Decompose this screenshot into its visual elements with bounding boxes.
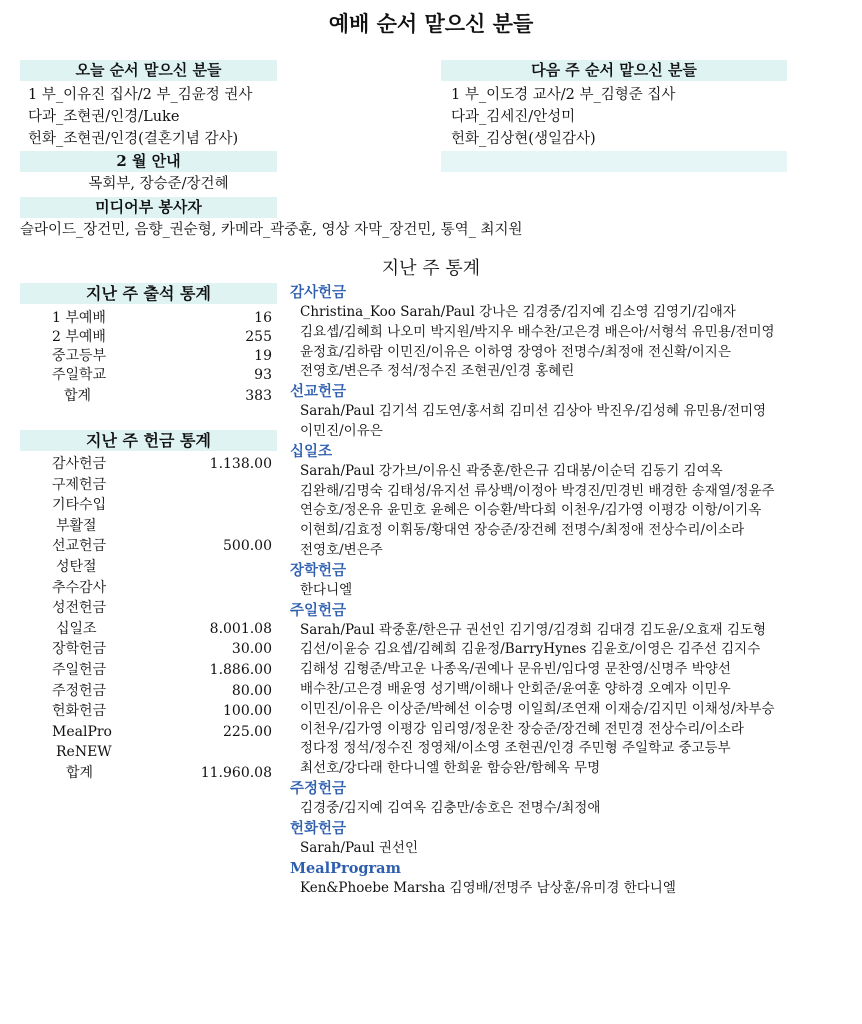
offering-stats-row bbox=[52, 620, 272, 639]
next-week-header: 다음 주 순서 맡으신 분들 bbox=[441, 60, 787, 81]
next-week-line-1: 1 부_이도경 교사/2 부_김형준 집사 bbox=[451, 87, 676, 103]
offering-stats-label: MealPro bbox=[52, 723, 112, 740]
offering-section-title: 헌화헌금 bbox=[290, 819, 347, 837]
offering-section bbox=[290, 561, 855, 601]
offering-stats-row bbox=[52, 702, 272, 721]
offering-stats-label: 헌화헌금 bbox=[52, 703, 107, 720]
offering-names-line: 배수찬/고은경 배윤영 성기백/이해나 안회준/윤여훈 양하경 오예자 이민우 bbox=[300, 680, 731, 697]
attendance-row bbox=[52, 309, 272, 328]
attendance-value: 93 bbox=[254, 367, 272, 383]
offering-names-line: 김완해/김명숙 김태성/유지선 류상백/이정아 박경진/민경빈 배경한 송재열/정윤주 bbox=[300, 482, 775, 499]
offering-names-line: 이천우/김가영 이평강 임리영/정운찬 장승준/장건혜 전민경 전상수리/이소라 bbox=[300, 720, 744, 737]
offering-names-line: Sarah/Paul 곽중훈/한은규 권선인 김기영/김경희 김대경 김도윤/오효재 김도형 bbox=[300, 621, 767, 638]
offering-names-line: 최선호/강다래 한다니엘 한희윤 함승완/함혜옥 무명 bbox=[300, 760, 601, 777]
offering-stats-row bbox=[52, 723, 272, 742]
offering-section-title: 주정헌금 bbox=[290, 779, 347, 797]
offering-section bbox=[290, 283, 855, 382]
offering-stats-row bbox=[52, 579, 272, 598]
offering-section-title: 주일헌금 bbox=[290, 601, 347, 619]
offering-names-line: 이민진/이유은 bbox=[300, 422, 383, 439]
offering-stats-label: 주정헌금 bbox=[52, 682, 107, 699]
offering-stats-header: 지난 주 헌금 통계 bbox=[20, 430, 277, 451]
media-line: 슬라이드_장건민, 음향_권순형, 카메라_곽중훈, 영상 자막_장건민, 통역_ 최지원 bbox=[20, 222, 523, 238]
offering-names-line: 전영호/변은주 정석/정수진 조현권/인경 홍혜린 bbox=[300, 363, 575, 380]
offering-names-line: 한다니엘 bbox=[300, 581, 353, 598]
offering-stats-row bbox=[52, 476, 272, 495]
offering-names-line: 김요셉/김혜희 나오미 박지원/박지우 배수찬/고은경 배은아/서형석 유민용/전미영 bbox=[300, 323, 775, 340]
offering-stats-label: 성전헌금 bbox=[52, 600, 107, 617]
offering-stats-value: 500.00 bbox=[223, 538, 272, 555]
attendance-value: 19 bbox=[254, 348, 272, 364]
offering-stats-label: 십일조 bbox=[56, 620, 97, 637]
next-week-band bbox=[441, 151, 787, 172]
offering-section-title: 장학헌금 bbox=[290, 561, 347, 579]
offering-section bbox=[290, 382, 855, 442]
attendance-value: 255 bbox=[245, 329, 272, 345]
today-line-3: 헌화_조현권/인경(결혼기념 감사) bbox=[28, 131, 239, 147]
attendance-row bbox=[52, 366, 272, 385]
offering-stats-row bbox=[52, 682, 272, 701]
offering-stats-value: 100.00 bbox=[223, 703, 272, 720]
offering-section-title: 선교헌금 bbox=[290, 383, 347, 401]
offering-names-line: 김해성 김형준/박고운 나종옥/권예나 문유빈/임다영 문찬영/신명주 박양선 bbox=[300, 661, 731, 678]
offering-section bbox=[290, 779, 855, 819]
attendance-label: 중고등부 bbox=[52, 348, 107, 364]
offering-stats-row bbox=[52, 558, 272, 577]
offering-stats-value: 1.886.00 bbox=[209, 662, 272, 678]
offering-names-line: Ken&Phoebe Marsha 김영배/전명주 남상훈/유미경 한다니엘 bbox=[300, 879, 676, 896]
attendance-label: 주일학교 bbox=[52, 367, 107, 383]
offering-stats-row bbox=[52, 455, 272, 474]
attendance-row bbox=[52, 347, 272, 366]
offering-names-line: 윤정효/김하람 이민진/이유은 이하영 장영아 전명수/최정애 전신확/이지은 bbox=[300, 343, 731, 360]
offering-stats-label: 성탄절 bbox=[56, 559, 97, 575]
attendance-label: 2 부예배 bbox=[52, 329, 106, 345]
offering-names-line: 이현희/김효정 이휘동/황대연 장승준/장건혜 전명수/최정애 전상수리/이소라 bbox=[300, 522, 745, 539]
offering-section bbox=[290, 442, 855, 561]
offering-names-line: 연승호/정온유 윤민호 윤혜은 이승환/박다희 이천우/김가영 이평강 이항/이기옥 bbox=[300, 502, 762, 519]
offering-names-line: Sarah/Paul 권선인 bbox=[300, 839, 418, 856]
offering-stats-row bbox=[52, 743, 272, 762]
offering-stats-label: 부활절 bbox=[56, 517, 97, 534]
attendance-total-label: 합계 bbox=[64, 388, 92, 404]
offering-stats-value: 11.960.08 bbox=[200, 765, 272, 781]
offerings-list bbox=[290, 283, 855, 898]
offering-names-line: 김경중/김지예 김여옥 김충만/송호은 전명수/최정애 bbox=[300, 799, 601, 816]
offering-stats-row bbox=[52, 764, 272, 783]
offering-section-title: 감사헌금 bbox=[290, 284, 347, 301]
offering-stats-label: 구제헌금 bbox=[52, 476, 107, 493]
offering-stats-label: 장학헌금 bbox=[52, 641, 107, 658]
offering-stats-row bbox=[52, 517, 272, 536]
page-title: 예배 순서 맡으신 분들 bbox=[328, 11, 534, 36]
offering-stats-row bbox=[52, 599, 272, 618]
offering-section-title: MealProgram bbox=[290, 859, 401, 877]
offering-section bbox=[290, 601, 855, 779]
offering-stats-value: 30.00 bbox=[231, 641, 272, 658]
february-header: 2 월 안내 bbox=[20, 151, 277, 172]
today-header: 오늘 순서 맡으신 분들 bbox=[20, 60, 277, 81]
offering-section-title: 십일조 bbox=[290, 442, 333, 460]
offering-stats-label: 기타수입 bbox=[52, 497, 107, 514]
offering-names-line: 정다정 정석/정수진 정영채/이소영 조현권/인경 주민형 주일학교 중고등부 bbox=[300, 740, 731, 757]
offering-stats-value: 225.00 bbox=[223, 723, 272, 740]
offering-stats-row bbox=[52, 537, 272, 556]
offering-names-line: Sarah/Paul 강가브/이유신 곽중훈/한은규 김대봉/이순덕 김동기 김여옥 bbox=[300, 462, 723, 479]
offering-names-line: 전영호/변은주 bbox=[300, 541, 383, 558]
attendance-total-row bbox=[52, 387, 272, 406]
today-line-1: 1 부_이유진 집사/2 부_김윤정 권사 bbox=[28, 87, 253, 103]
offering-names-line: 김선/이윤승 김요셉/김혜희 김윤정/BarryHynes 김윤호/이영은 김주선 김지수 bbox=[300, 641, 761, 658]
last-week-title: 지난 주 통계 bbox=[381, 258, 481, 279]
attendance-row bbox=[52, 328, 272, 347]
offering-names-line: Christina_Koo Sarah/Paul 강나은 김경중/김지예 김소영 김영기/김애자 bbox=[300, 304, 736, 320]
offering-stats-label: 선교헌금 bbox=[52, 538, 107, 555]
offering-names-line: Sarah/Paul 김기석 김도연/홍서희 김미선 김상아 박진우/김성혜 유민용/전미영 bbox=[300, 403, 767, 420]
next-week-line-2: 다과_김세진/안성미 bbox=[451, 109, 576, 125]
offering-stats-label: 추수감사 bbox=[52, 579, 107, 596]
offering-stats-label: 주일헌금 bbox=[52, 662, 107, 678]
media-header: 미디어부 봉사자 bbox=[20, 197, 277, 218]
offering-stats-row bbox=[52, 640, 272, 659]
offering-stats-value: 8.001.08 bbox=[209, 620, 272, 637]
today-line-2: 다과_조현권/인경/Luke bbox=[28, 109, 180, 125]
offering-stats-label: 합계 bbox=[66, 765, 94, 781]
offering-stats-value: 1.138.00 bbox=[209, 456, 272, 472]
offering-names-line: 이민진/이유은 이상준/박혜선 이승명 이일희/조연재 이재승/김지민 이채성/차부승 bbox=[300, 700, 775, 717]
attendance-label: 1 부예배 bbox=[52, 310, 106, 326]
next-week-line-3: 헌화_김상현(생일감사) bbox=[451, 131, 596, 147]
attendance-value: 16 bbox=[254, 310, 272, 326]
offering-stats-row bbox=[52, 496, 272, 515]
offering-section bbox=[290, 859, 855, 899]
offering-stats-value: 80.00 bbox=[231, 682, 272, 699]
offering-stats-row bbox=[52, 661, 272, 680]
offering-section bbox=[290, 819, 855, 859]
february-line: 목회부, 장승준/장건혜 bbox=[88, 176, 229, 192]
offering-stats-label: ReNEW bbox=[56, 744, 112, 761]
attendance-header: 지난 주 출석 통계 bbox=[20, 283, 277, 304]
offering-stats-label: 감사헌금 bbox=[52, 456, 107, 472]
attendance-total-value: 383 bbox=[245, 388, 272, 404]
